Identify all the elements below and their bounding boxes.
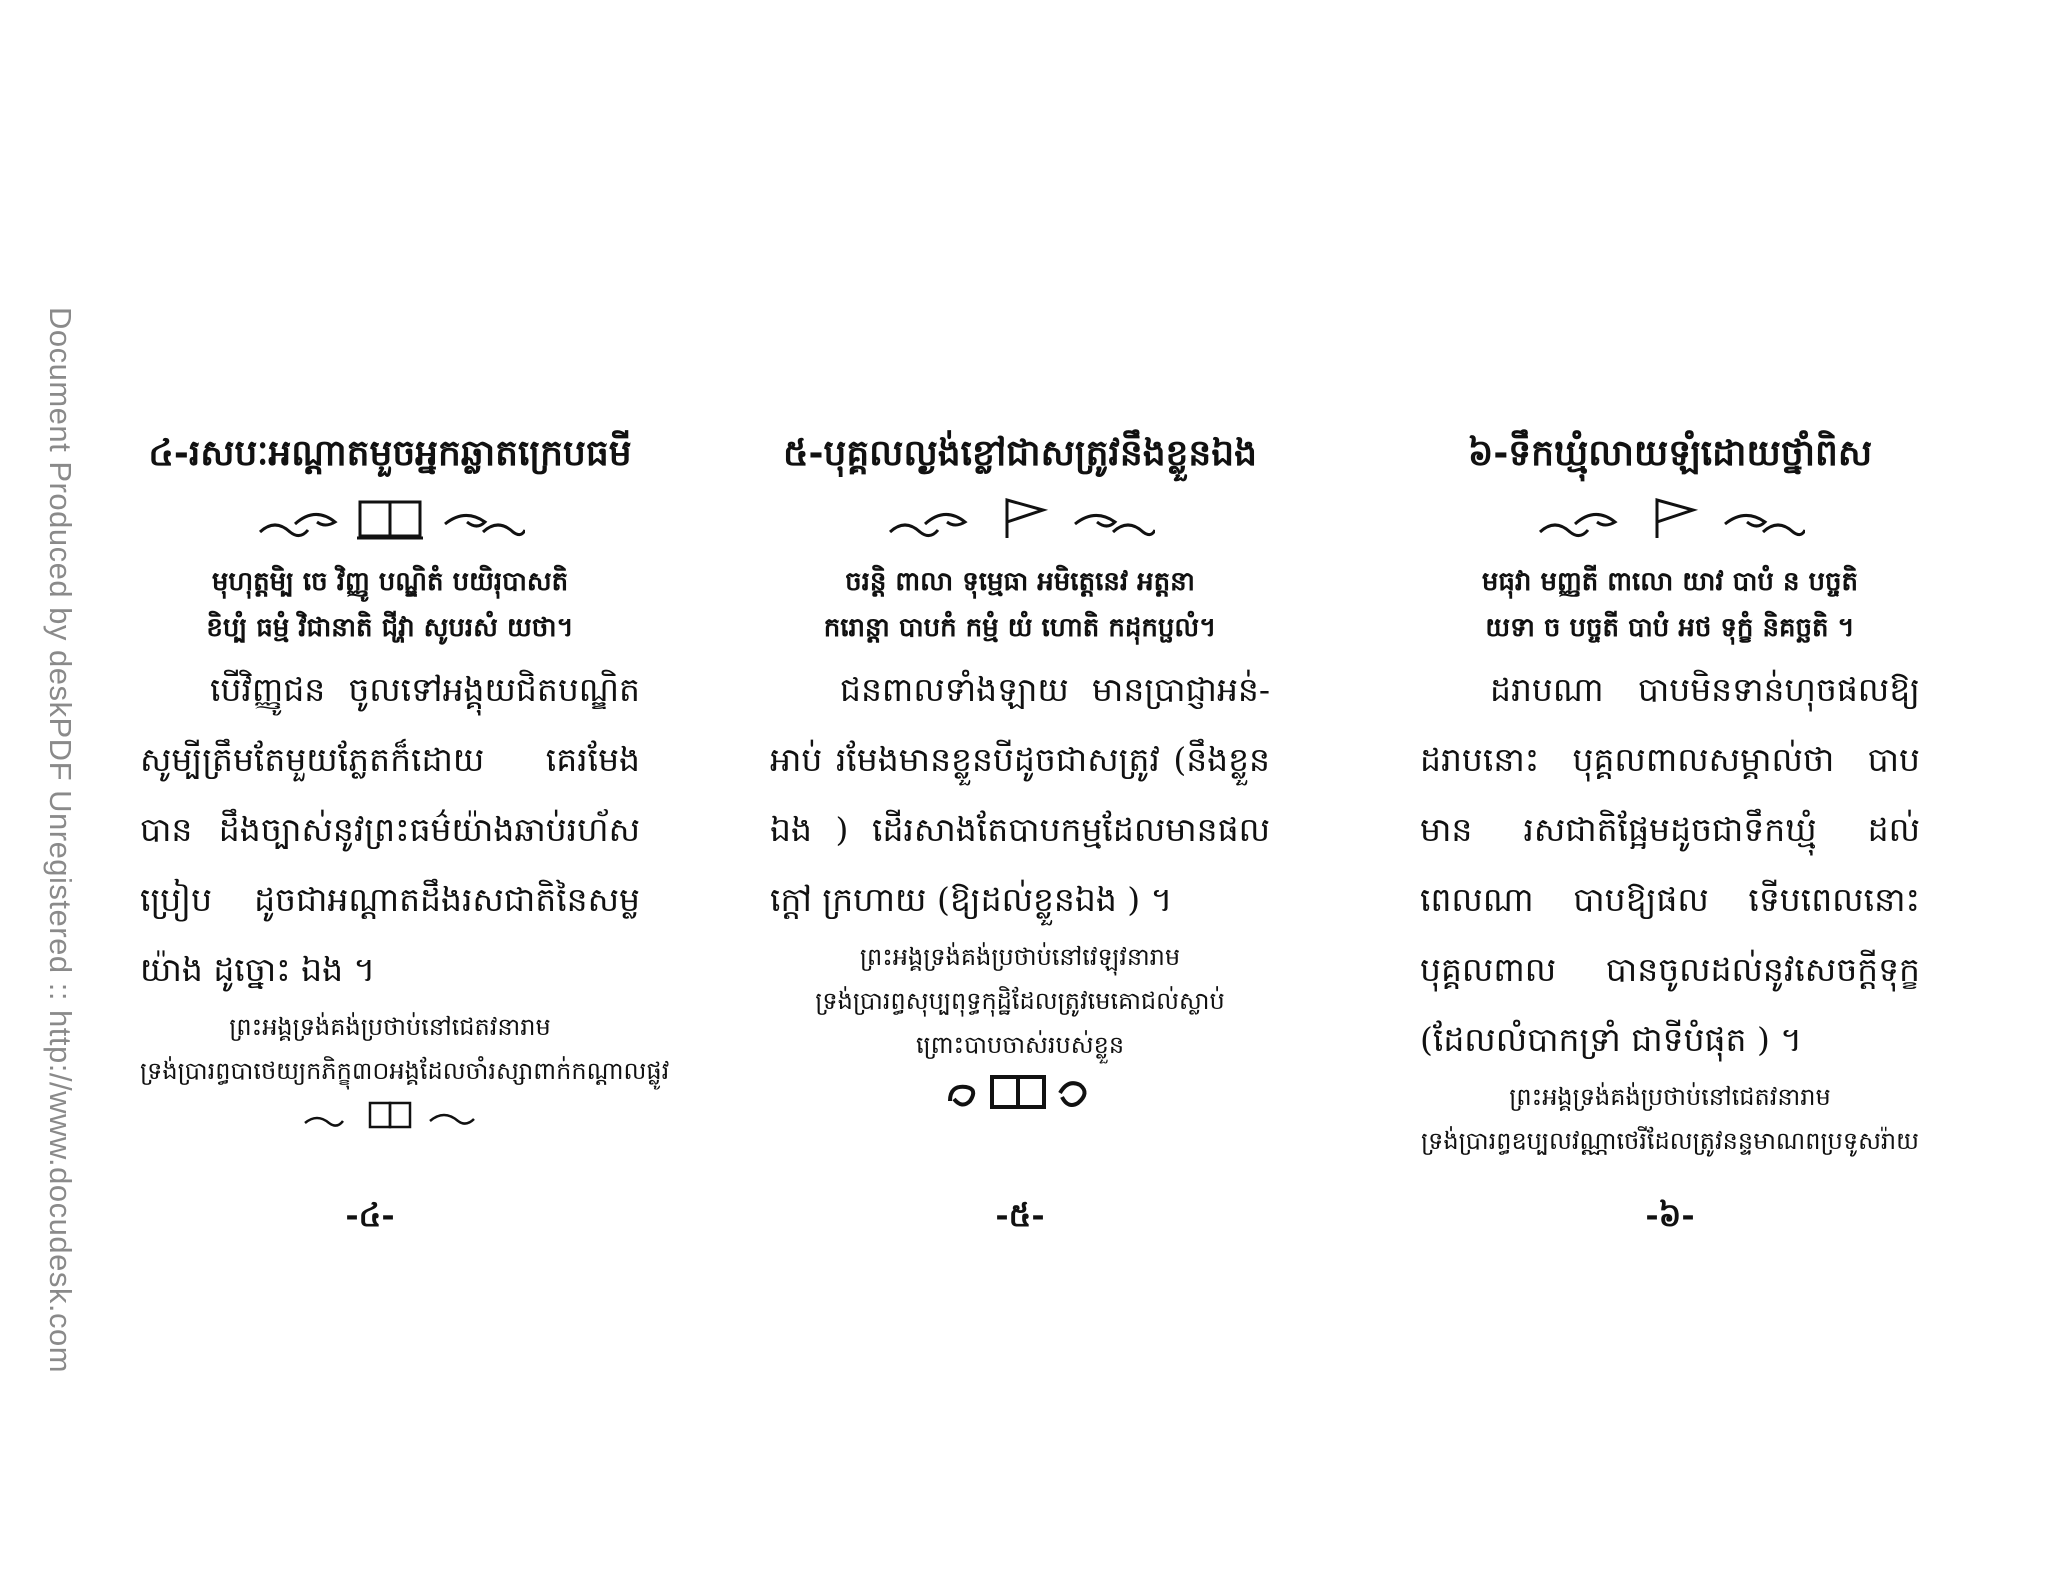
context-note: ទ្រង់ប្រារព្ធសុប្បពុទ្ធកុដ្ឋិដែលត្រូវមេគោជល់ស្លាប់ — [815, 987, 1225, 1015]
translation-paragraph: ដរាបណា បាបមិនទាន់ហុចផលឱ្យ ដរាបនោះ បុគ្គលពាលសម្គាល់ថា បាបមាន រសជាតិផ្អែមដូចជាទឹកឃ្មុំ ដល់ពេលណា បាបឱ្យផល ទើបពេលនោះ បុគ្គលពាល បានចូលដល់នូវសេចក្តីទុក្ខ (ដែលលំបាកទ្រាំ ជាទីបំផុត ) ។ — [1420, 670, 1920, 1059]
context-note: ព្រះអង្គទ្រង់គង់ប្រថាប់នៅជេតវនារាម — [1509, 1083, 1831, 1111]
pali-verse-line: ខិប្បំ ធម្មំ វិជានាតិ ជីវ្ហា សូបរសំ យថា។ — [206, 613, 574, 643]
pali-verse-line: ចរន្តិ ពាលា ទុម្មេធា អមិត្តេនេវ អត្តនា — [845, 567, 1195, 597]
pali-verse-line: មធុវា មញ្ញតី ពាលោ យាវ បាបំ ន បច្ចតិ — [1481, 567, 1859, 597]
page-number: -៦- — [1645, 1196, 1695, 1234]
pali-verse-line: មុហុត្តមិ្ប ចេ វិញ្ញូ បណ្ឌិតំ បយិរុបាសតិ — [211, 567, 569, 597]
section-title: ៥-បុគ្គលល្ងង់ខ្លៅជាសត្រូវនឹងខ្លួនឯង — [783, 433, 1257, 474]
flag-icon — [770, 493, 1270, 545]
page-number: -៥- — [995, 1196, 1045, 1234]
context-note: ព្រះអង្គទ្រង់គង់ប្រថាប់នៅជេតវនារាម — [229, 1013, 551, 1041]
context-note: ព្រោះបាបចាស់របស់ខ្លួន — [915, 1031, 1125, 1059]
flag-icon — [1420, 493, 1920, 545]
context-note: ទ្រង់ប្រារព្ធបាថេយ្យកភិក្ខុ៣០អង្គដែលចាំរស្សាពាក់កណ្តាលផ្លូវ — [140, 1057, 670, 1085]
book-icon — [770, 1071, 1270, 1115]
book-icon — [140, 493, 640, 545]
pali-verse-line: ករោន្តា បាបកំ កម្មំ យំ ហោតិ កដុកប្ផលំ។ — [823, 613, 1217, 643]
translation-paragraph: ជនពាលទាំងឡាយ មានប្រាជ្ញាអន់- អាប់ រមែងមានខ្លួនបីដូចជាសត្រូវ (នឹងខ្លួន ឯង ) ដើរសាងតែបាបកម្មដែលមានផលក្តៅ ក្រហាយ (ឱ្យដល់ខ្លួនឯង ) ។ — [770, 670, 1270, 919]
section-4 — [140, 430, 670, 1133]
context-note: ទ្រង់ប្រារព្ធឧប្បលវណ្ណាថេរីដែលត្រូវនន្ទមាណពប្រទូសរ៉ាយ — [1420, 1127, 1920, 1155]
pali-verse-line: យទា ច បច្ចតី បាបំ អថ ទុក្ខំ និគច្ឆតិ ។ — [1485, 613, 1855, 643]
section-6 — [1420, 430, 1920, 1163]
translation-paragraph: បើវិញ្ញូជន ចូលទៅអង្គុយជិតបណ្ឌិត សូម្បីត្រឹមតែមួយភ្លែតក៏ដោយ គេរមែងបាន ដឹងច្បាស់នូវព្រះធម៌យ៉ាងឆាប់រហ័ស ប្រៀប ដូចជាអណ្តាតដឹងរសជាតិនៃសម្ល យ៉ាង ដូច្នោះ ឯង ។ — [140, 670, 640, 989]
section-5 — [770, 430, 1270, 1115]
context-note: ព្រះអង្គទ្រង់គង់ប្រថាប់នៅវេឡុវនារាម — [859, 943, 1181, 971]
watermark-text: Document Produced by deskPDF Unregistered :: http://www.docudesk.com — [43, 306, 78, 1374]
watermark — [30, 306, 90, 1374]
section-title: ៦-ទឹកឃ្មុំលាយឡំដោយថ្នាំពិស — [1467, 433, 1873, 474]
book-icon — [140, 1097, 640, 1133]
section-title: ៤-រសបៈអណ្តាតមួចអ្នកឆ្លាតក្រេបធមី — [148, 433, 632, 474]
page-number: -៤- — [345, 1196, 395, 1234]
